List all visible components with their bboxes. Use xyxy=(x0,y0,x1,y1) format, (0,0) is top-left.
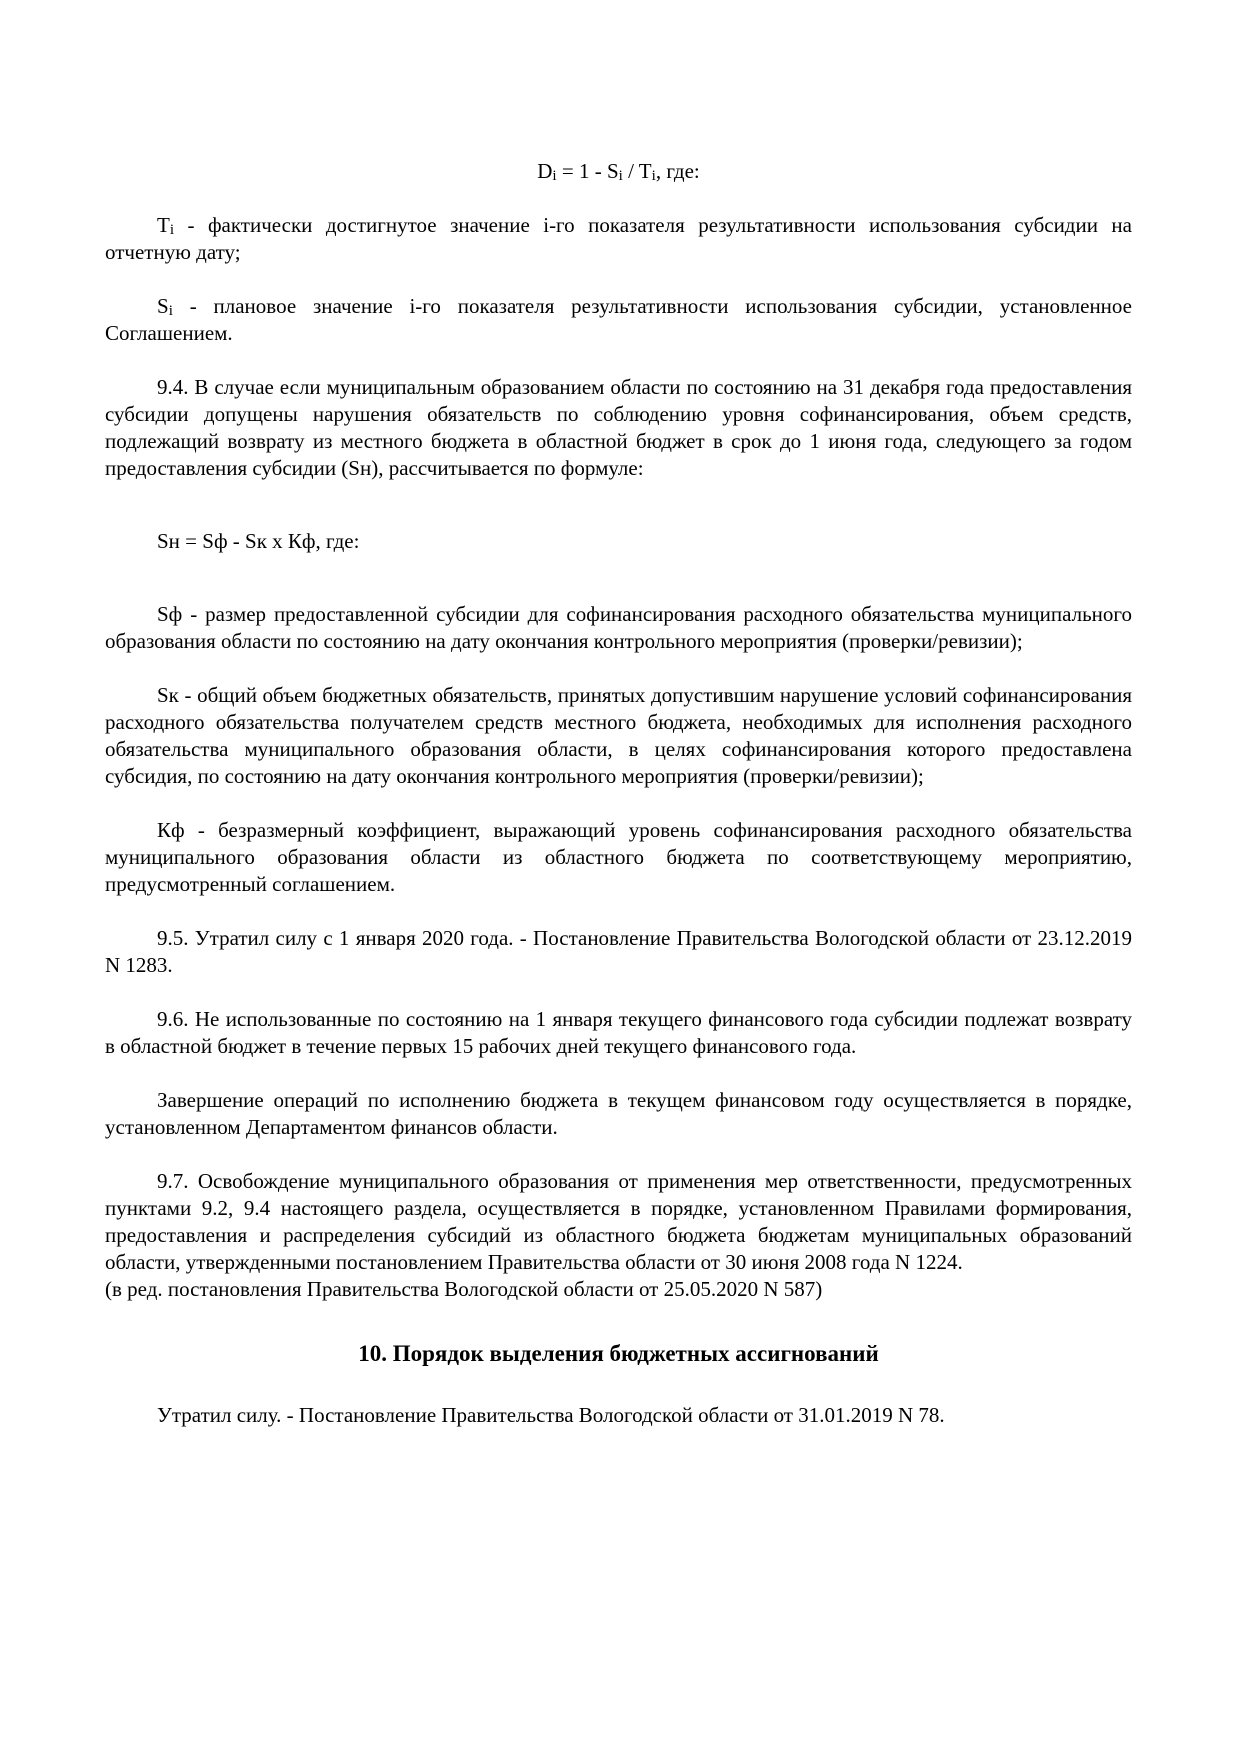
section-10-heading: 10. Порядок выделения бюджетных ассигнований xyxy=(358,1341,879,1366)
paragraph-si-definition xyxy=(105,293,1132,347)
paragraph-sk-definition: Sк - общий объем бюджетных обязательств, принятых допустившим нарушение условий софинансирования расходного обязательства получателем средств местного бюджета, необходимых для исполнения расходного обязательства муниципального образования области, в целях софинансирования которого предоставлена субсидия, по состоянию на дату окончания контрольного мероприятия (проверки/ревизии); xyxy=(105,683,1132,788)
paragraph-kf-definition: Кф - безразмерный коэффициент, выражающий уровень софинансирования расходного обязательства муниципального образования области из областного бюджета по соответствующему мероприятию, предусмотренный соглашением. xyxy=(105,818,1132,896)
paragraph-ti-definition xyxy=(105,212,1132,266)
paragraph-section-10-expired: Утратил силу. - Постановление Правительства Вологодской области от 31.01.2019 N 78. xyxy=(157,1403,945,1427)
formula-di-subscript: i xyxy=(618,168,623,184)
edit-revision-note: (в ред. постановления Правительства Вологодской области от 25.05.2020 N 587) xyxy=(105,1277,823,1301)
formula-di-tail: , где: xyxy=(655,159,700,183)
term-ti: T xyxy=(157,213,170,237)
paragraph-sf-definition: Sф - размер предоставленной субсидии для софинансирования расходного обязательства муниципального образования области по состоянию на дату окончания контрольного мероприятия (проверки/ревизии); xyxy=(105,602,1132,653)
paragraph-9-6: 9.6. Не использованные по состоянию на 1 января текущего финансового года субсидии подлежат возврату в областной бюджет в течение первых 15 рабочих дней текущего финансового года. xyxy=(105,1007,1132,1058)
paragraph-9-4: 9.4. В случае если муниципальным образованием области по состоянию на 31 декабря года предоставления субсидии допущены нарушения обязательств по соблюдению уровня софинансирования, объем средств, подлежащий возврату из местного бюджета в областной бюджет в срок до 1 июня года, следующего за годом предоставления субсидии (Sн), рассчитывается по формуле: xyxy=(105,375,1132,480)
paragraph-budget-operations: Завершение операций по исполнению бюджета в текущем финансовом году осуществляется в порядке, установленном Департаментом финансов области. xyxy=(105,1088,1132,1139)
formula-di xyxy=(105,158,1132,185)
formula-di-subscript: i xyxy=(651,168,656,184)
term-ti-subscript: i xyxy=(169,222,175,238)
term-si: S xyxy=(157,294,169,318)
formula-di-mid2: / T xyxy=(622,159,652,183)
paragraph-9-7: 9.7. Освобождение муниципального образования от применения мер ответственности, предусмотренных пунктами 9.2, 9.4 настоящего раздела, осуществляется в порядке, установленном Правилами формирования, предоставления и распределения субсидий из областного бюджета бюджетам муниципальных образований области, утвержденными постановлением Правительства области от 30 июня 2008 года N 1224. xyxy=(105,1169,1132,1274)
formula-di-base: D xyxy=(537,159,553,183)
term-si-text: - плановое значение i-го показателя результативности использования субсидии, установленное Соглашением. xyxy=(105,294,1132,345)
term-ti-text: - фактически достигнутое значение i-го показателя результативности использования субсидии на отчетную дату; xyxy=(105,213,1132,264)
formula-di-subscript: i xyxy=(552,168,557,184)
formula-sn: Sн = Sф - Sк x Кф, где: xyxy=(157,529,360,553)
term-si-subscript: i xyxy=(168,303,173,319)
paragraph-9-5: 9.5. Утратил силу с 1 января 2020 года. - Постановление Правительства Вологодской области от 23.12.2019 N 1283. xyxy=(105,926,1132,977)
formula-di-mid1: = 1 - S xyxy=(556,159,619,183)
